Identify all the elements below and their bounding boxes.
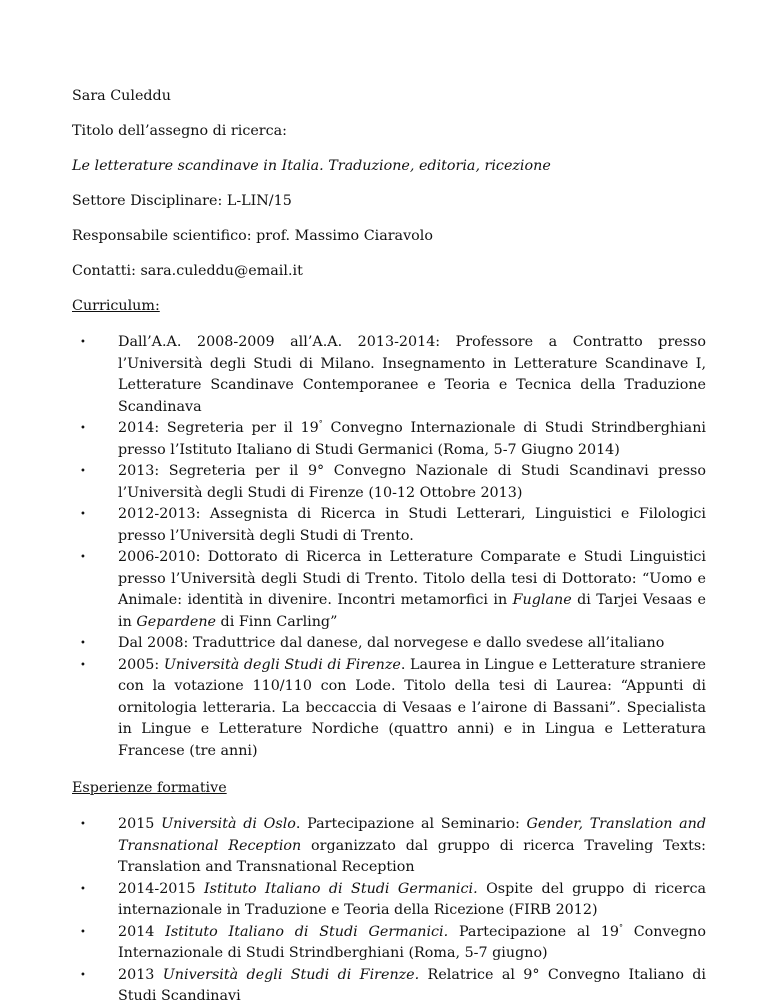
list-item	[64, 633, 706, 655]
experiences-list	[72, 814, 706, 1008]
list-item-text: Convegno Internazionale di Studi Strindberghiani (Roma, 5-7 giugno)	[118, 923, 707, 961]
list-item-text: . Partecipazione al Seminario:	[295, 816, 527, 832]
bullet-icon: •	[80, 819, 86, 830]
list-item-text: Dal 2008: Traduttrice dal danese, dal norvegese e dallo svedese all’italiano	[118, 635, 665, 651]
bullet-icon: •	[80, 466, 86, 477]
list-item-text: Ospite del gruppo di ricerca internazionale in Traduzione e Teoria della Ricezione (FIRB 2012)	[118, 880, 706, 918]
bullet-icon: •	[80, 423, 86, 434]
list-item	[64, 504, 706, 547]
bullet-icon: •	[80, 969, 86, 981]
list-item	[64, 332, 706, 418]
list-item	[64, 547, 706, 633]
bullet-icon: •	[80, 926, 86, 938]
document-page	[72, 86, 706, 1008]
list-item-text: Partecipazione al 19	[448, 923, 619, 940]
list-item	[64, 418, 706, 461]
list-item-text: di Tarjei Vesaas e in	[118, 592, 706, 630]
list-item-text: Gepardene	[136, 613, 217, 630]
list-item	[64, 814, 706, 879]
list-item	[64, 922, 706, 965]
contacts: Contatti: sara.culeddu@email.it	[72, 263, 303, 279]
list-item-text: 2014-2015	[118, 880, 205, 897]
list-item-text: Università di Oslo	[161, 816, 296, 832]
list-item-text: 2014: Segreteria per il 19	[118, 420, 319, 436]
list-item-text: Dall’A.A. 2008-2009 all’A.A. 2013-2014: Professore a Contratto presso l’Università degli Studi di Milano. Insegnamento in Letterature Scandinave I, Letterature Scandinave Contemporanee e Teoria e Tecnica della Traduzione Scandinava	[118, 334, 706, 415]
list-item-text: Istituto Italiano di Studi Germanici.	[165, 923, 449, 940]
list-item-text: 2012-2013: Assegnista di Ricerca in Studi Letterari, Linguistici e Filologici presso l’Università degli Studi di Trento.	[118, 506, 706, 544]
research-title-label: Titolo dell’assegno di ricerca:	[72, 123, 287, 139]
list-item-text: 2014	[118, 923, 166, 940]
list-item-text: Università degli Studi di Firenze.	[162, 966, 420, 983]
bullet-icon: •	[80, 883, 86, 895]
list-item-text: Relatrice al 9° Convegno Italiano di Studi Scandinavi	[118, 966, 707, 1004]
list-item-text: . Laurea in Lingue e Letterature straniere con la votazione 110/110 con Lode. Titolo della tesi di Laurea: “Appunti di ornitologia letteraria. La beccaccia di Vesaas e l’airone di Bassani”. Specialista in Lingue e Letterature Nordiche (quattro anni) e in Lingua e Letteratura Francese (tre anni)	[118, 656, 707, 759]
scientific-supervisor: Responsabile scientifico: prof. Massimo Ciaravolo	[72, 228, 433, 244]
list-item-text: 2006-2010: Dottorato di Ricerca in Letterature Comparate e Studi Linguistici presso l’Università degli Studi di Trento. Titolo della tesi di Dottorato: “Uomo e Animale: identità in divenire. Incontri metamorfici in	[118, 549, 706, 608]
list-item-text: organizzato dal gruppo di ricerca Traveling Texts: Translation and Transnational Reception	[118, 837, 706, 875]
research-title: Le letterature scandinave in Italia. Traduzione, editoria, ricezione	[72, 158, 551, 174]
disciplinary-sector: Settore Disciplinare: L-LIN/15	[72, 193, 292, 209]
author-name: Sara Culeddu	[72, 88, 171, 104]
curriculum-heading: Curriculum:	[72, 298, 160, 314]
bullet-icon: •	[80, 659, 86, 671]
list-item-text: 2013: Segreteria per il 9° Convegno Nazionale di Studi Scandinavi presso l’Università degli Studi di Firenze (10-12 Ottobre 2013)	[118, 463, 706, 501]
list-item-text: Istituto Italiano di Studi Germanici.	[204, 880, 478, 897]
list-item-text: Università degli Studi di Firenze	[163, 656, 401, 673]
list-item-text: 2015	[118, 816, 162, 832]
experiences-heading: Esperienze formative	[72, 780, 227, 796]
list-item-text: Fuglane	[512, 592, 572, 608]
list-item	[64, 965, 706, 1008]
list-item	[64, 879, 706, 922]
list-item-text: Convegno Internazionale di Studi Strindberghiani presso l’Istituto Italiano di Studi Germanici (Roma, 5-7 Giugno 2014)	[118, 420, 706, 458]
list-item	[64, 461, 706, 504]
list-item	[64, 655, 706, 763]
list-item-text: 2005:	[118, 656, 164, 673]
bullet-icon: •	[80, 337, 86, 348]
curriculum-list	[72, 332, 706, 762]
bullet-icon: •	[80, 638, 86, 649]
bullet-icon: •	[80, 552, 86, 563]
list-item-text: °	[618, 922, 623, 932]
bullet-icon: •	[80, 509, 86, 520]
list-item-text: °	[318, 419, 323, 429]
list-item-text: 2013	[118, 966, 163, 983]
list-item-text: di Finn Carling”	[216, 613, 338, 630]
list-item-text: Gender, Translation and Transnational Reception	[118, 816, 707, 854]
